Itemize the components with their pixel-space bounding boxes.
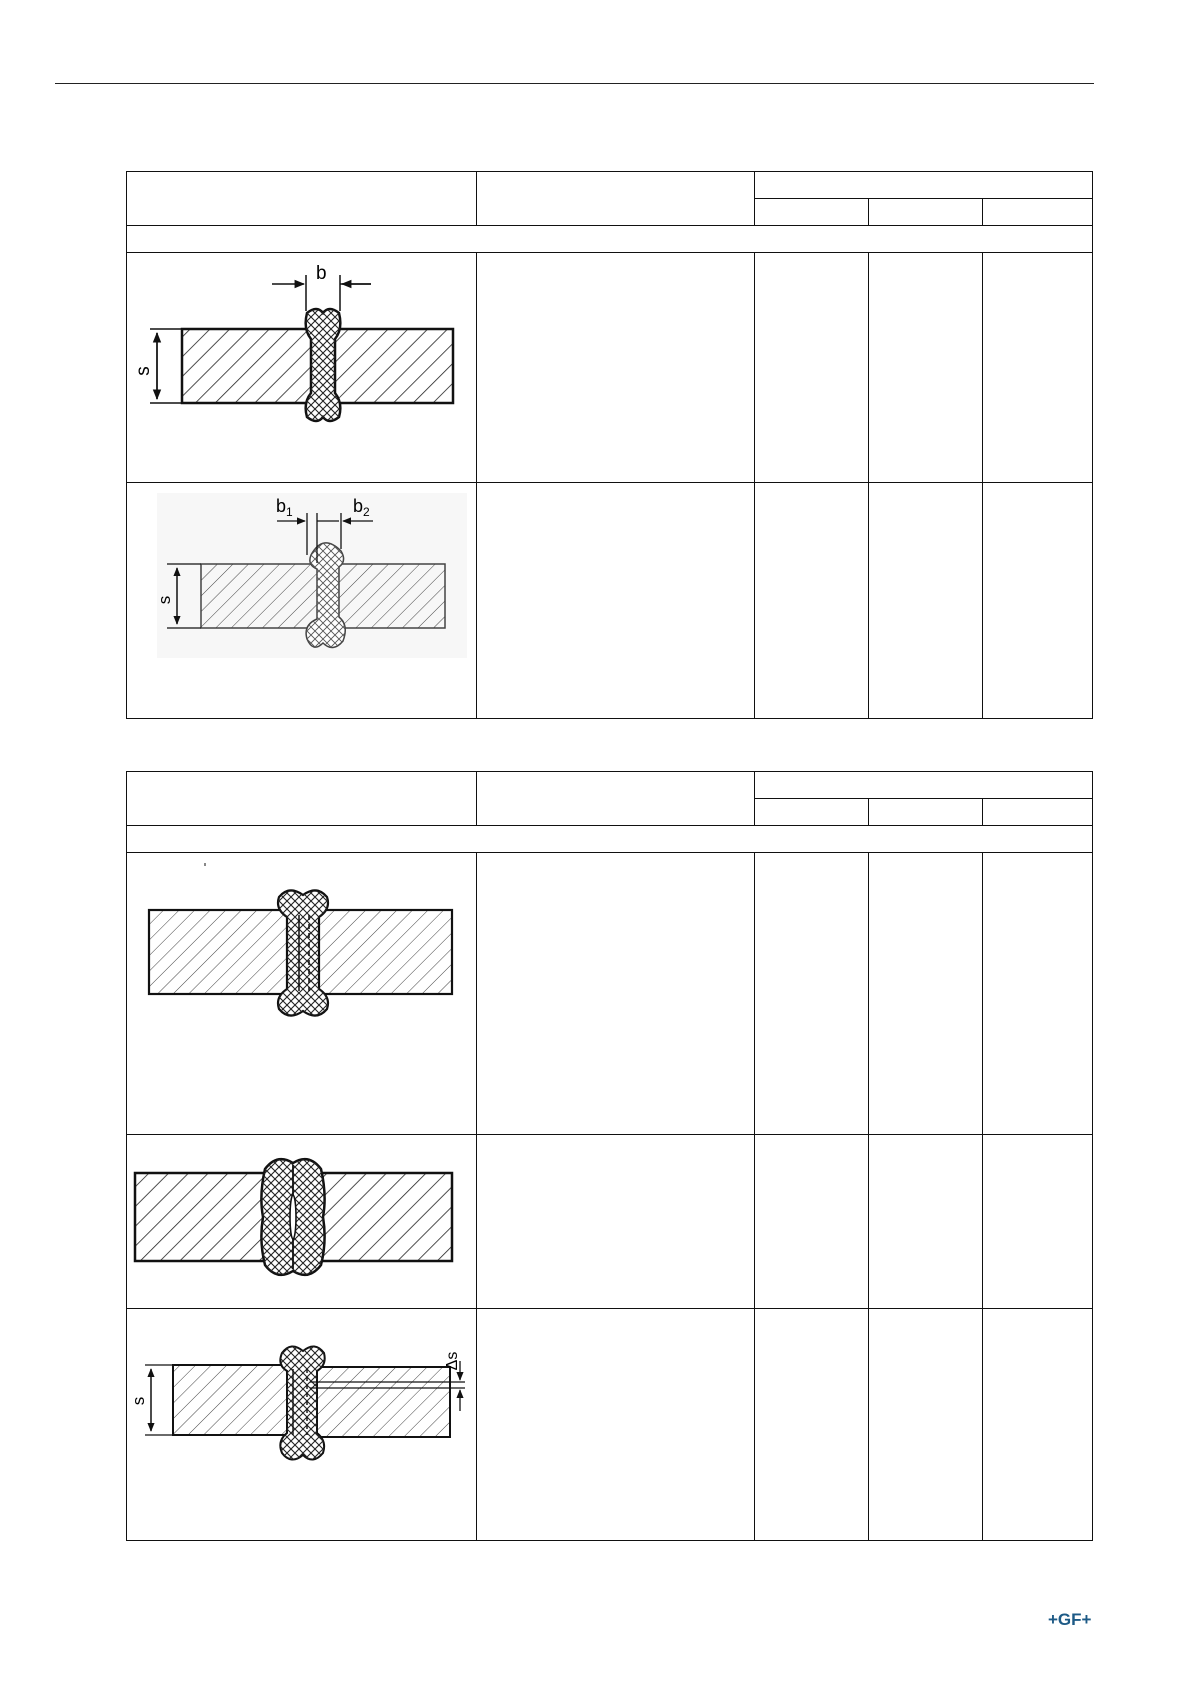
evaluation-table-1 [126, 171, 1093, 719]
header-cell-grade-group [755, 172, 1093, 199]
header-cell-drawing [127, 772, 477, 826]
grade-cell [869, 253, 983, 483]
header-cell-grade-group [755, 772, 1093, 799]
table-row [127, 853, 1093, 1135]
weld-bead-width-drawing [127, 253, 477, 482]
drawing-cell [127, 483, 477, 719]
drawing-cell [127, 253, 477, 483]
grade-cell [755, 1309, 869, 1541]
label-b1: $b_1$ [276, 496, 293, 519]
grade-cell [755, 253, 869, 483]
grade-cell [755, 1135, 869, 1309]
grade-cell [869, 1135, 983, 1309]
section-cell [127, 226, 1093, 253]
grade-cell [869, 483, 983, 719]
weld-notch-drawing [127, 853, 477, 1134]
weld-misalignment-drawing [127, 1309, 477, 1540]
drawing-cell [127, 1309, 477, 1541]
header-rule [55, 83, 1094, 84]
header-cell-grade-2 [869, 799, 983, 826]
header-cell-grade-1 [755, 199, 869, 226]
header-cell-description [477, 772, 755, 826]
header-cell-grade-3 [983, 199, 1093, 226]
description-cell [477, 253, 755, 483]
label-s: s [133, 366, 154, 376]
grade-cell [983, 483, 1093, 719]
header-cell-description [477, 172, 755, 226]
grade-cell [755, 853, 869, 1135]
table-header-row [127, 172, 1093, 199]
table-row [127, 253, 1093, 483]
label-b: b [316, 263, 327, 284]
header-cell-grade-1 [755, 799, 869, 826]
grade-cell [869, 853, 983, 1135]
section-row [127, 226, 1093, 253]
header-cell-drawing [127, 172, 477, 226]
description-cell [477, 1309, 755, 1541]
label-s: s [155, 595, 174, 605]
grade-cell [983, 1135, 1093, 1309]
evaluation-table-2 [126, 771, 1093, 1541]
description-cell [477, 1135, 755, 1309]
weld-asymmetric-bead-drawing [127, 483, 477, 718]
header-cell-grade-2 [869, 199, 983, 226]
label-b2: $b_2$ [353, 496, 370, 519]
weld-void-drawing [127, 1135, 477, 1308]
grade-cell [983, 853, 1093, 1135]
description-cell [477, 483, 755, 719]
header-cell-grade-3 [983, 799, 1093, 826]
table-row [127, 1135, 1093, 1309]
drawing-cell [127, 1135, 477, 1309]
gf-logo: +GF+ [1048, 1610, 1092, 1629]
table-header-row [127, 772, 1093, 799]
grade-cell [983, 1309, 1093, 1541]
grade-cell [755, 483, 869, 719]
label-s: s [129, 1396, 148, 1406]
grade-cell [869, 1309, 983, 1541]
drawing-cell [127, 853, 477, 1135]
table-row [127, 1309, 1093, 1541]
grade-cell [983, 253, 1093, 483]
description-cell [477, 853, 755, 1135]
label-delta-s: Δs [444, 1351, 461, 1371]
table-row [127, 483, 1093, 719]
section-cell [127, 826, 1093, 853]
section-row [127, 826, 1093, 853]
